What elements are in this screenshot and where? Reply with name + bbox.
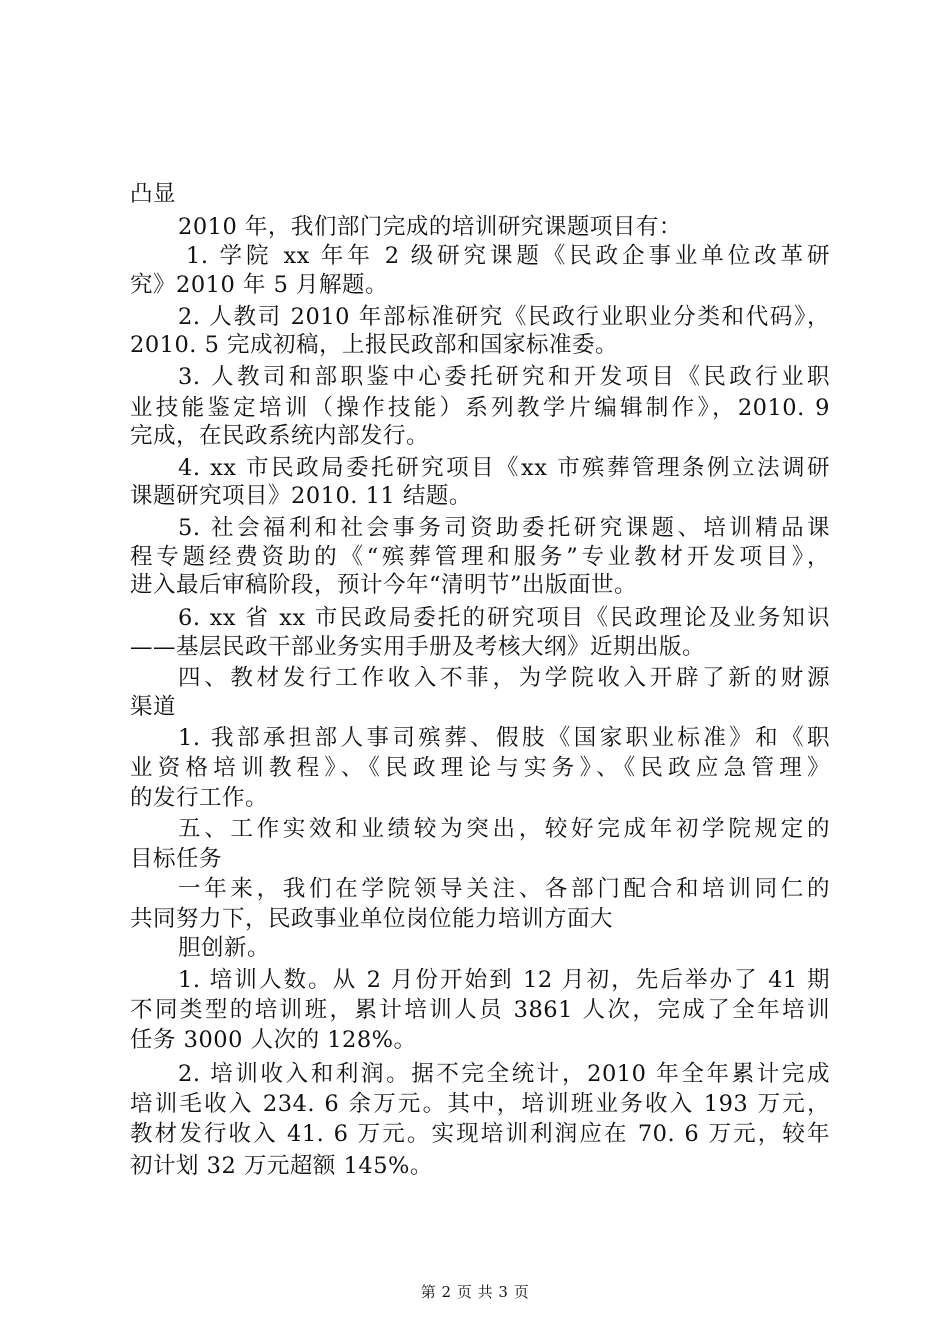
text-line: 1. 培训人数。从 2 月份开始到 12 月初，先后举办了 41 期 <box>178 967 830 993</box>
text-line: 1. 我部承担部人事司殡葬、假肢《国家职业标准》和《职 <box>178 725 830 751</box>
text-line: 1. 学院 xx 年年 2 级研究课题《民政企事业单位改革研 <box>186 243 830 269</box>
text-line: 4. xx 市民政局委托研究项目《xx 市殡葬管理条例立法调研 <box>178 455 830 481</box>
text-line: 渠道 <box>130 694 177 720</box>
text-line: 共同努力下，民政事业单位岗位能力培训方面大 <box>130 906 614 932</box>
text-line: 6. xx 省 xx 市民政局委托的研究项目《民政理论及业务知识 <box>178 605 830 631</box>
text-line: 3. 人教司和部职鉴中心委托研究和开发项目《民政行业职 <box>178 364 830 390</box>
text-line: 的发行工作。 <box>130 785 269 811</box>
text-line: 凸显 <box>130 181 177 207</box>
text-line: 2010. 5 完成初稿，上报民政部和国家标准委。 <box>130 332 619 358</box>
text-line: 程专题经费资助的《“殡葬管理和服务”专业教材开发项目》， <box>130 544 830 570</box>
text-line: 目标任务 <box>130 846 223 872</box>
text-line: 不同类型的培训班，累计培训人员 3861 人次，完成了全年培训 <box>130 997 830 1023</box>
text-line: 进入最后审稿阶段，预计今年“清明节”出版面世。 <box>130 572 638 598</box>
text-line: 业资格培训教程》、《民政理论与实务》、《民政应急管理》 <box>130 755 830 781</box>
text-line: 五、工作实效和业绩较为突出，较好完成年初学院规定的 <box>178 816 830 842</box>
text-line: 究》2010 年 5 月解题。 <box>130 272 389 298</box>
text-line: 培训毛收入 234. 6 余万元。其中，培训班业务收入 193 万元， <box>130 1091 830 1117</box>
text-line: 胆创新。 <box>178 935 271 961</box>
text-line: 2. 人教司 2010 年部标准研究《民政行业职业分类和代码》， <box>178 304 830 330</box>
text-line: 教材发行收入 41. 6 万元。实现培训利润应在 70. 6 万元，较年 <box>130 1121 830 1147</box>
text-line: 任务 3000 人次的 128%。 <box>130 1027 417 1053</box>
text-line: 初计划 32 万元超额 145%。 <box>130 1153 433 1179</box>
text-line: 2. 培训收入和利润。据不完全统计，2010 年全年累计完成 <box>178 1061 830 1087</box>
text-line: 四、教材发行工作收入不菲，为学院收入开辟了新的财源 <box>178 665 830 691</box>
text-line: 业技能鉴定培训（操作技能）系列教学片编辑制作》，2010. 9 <box>130 395 830 421</box>
text-line: 5. 社会福利和社会事务司资助委托研究课题、培训精品课 <box>178 515 830 541</box>
text-line: ——基层民政干部业务实用手册及考核大纲》近期出版。 <box>130 634 706 660</box>
text-line: 课题研究项目》2010. 11 结题。 <box>130 483 472 509</box>
text-line: 完成，在民政系统内部发行。 <box>130 423 430 449</box>
text-line: 2010 年，我们部门完成的培训研究课题项目有： <box>178 214 682 240</box>
text-line: 一年来，我们在学院领导关注、各部门配合和培训同仁的 <box>178 876 830 902</box>
page-footer: 第 2 页 共 3 页 <box>420 1283 530 1301</box>
